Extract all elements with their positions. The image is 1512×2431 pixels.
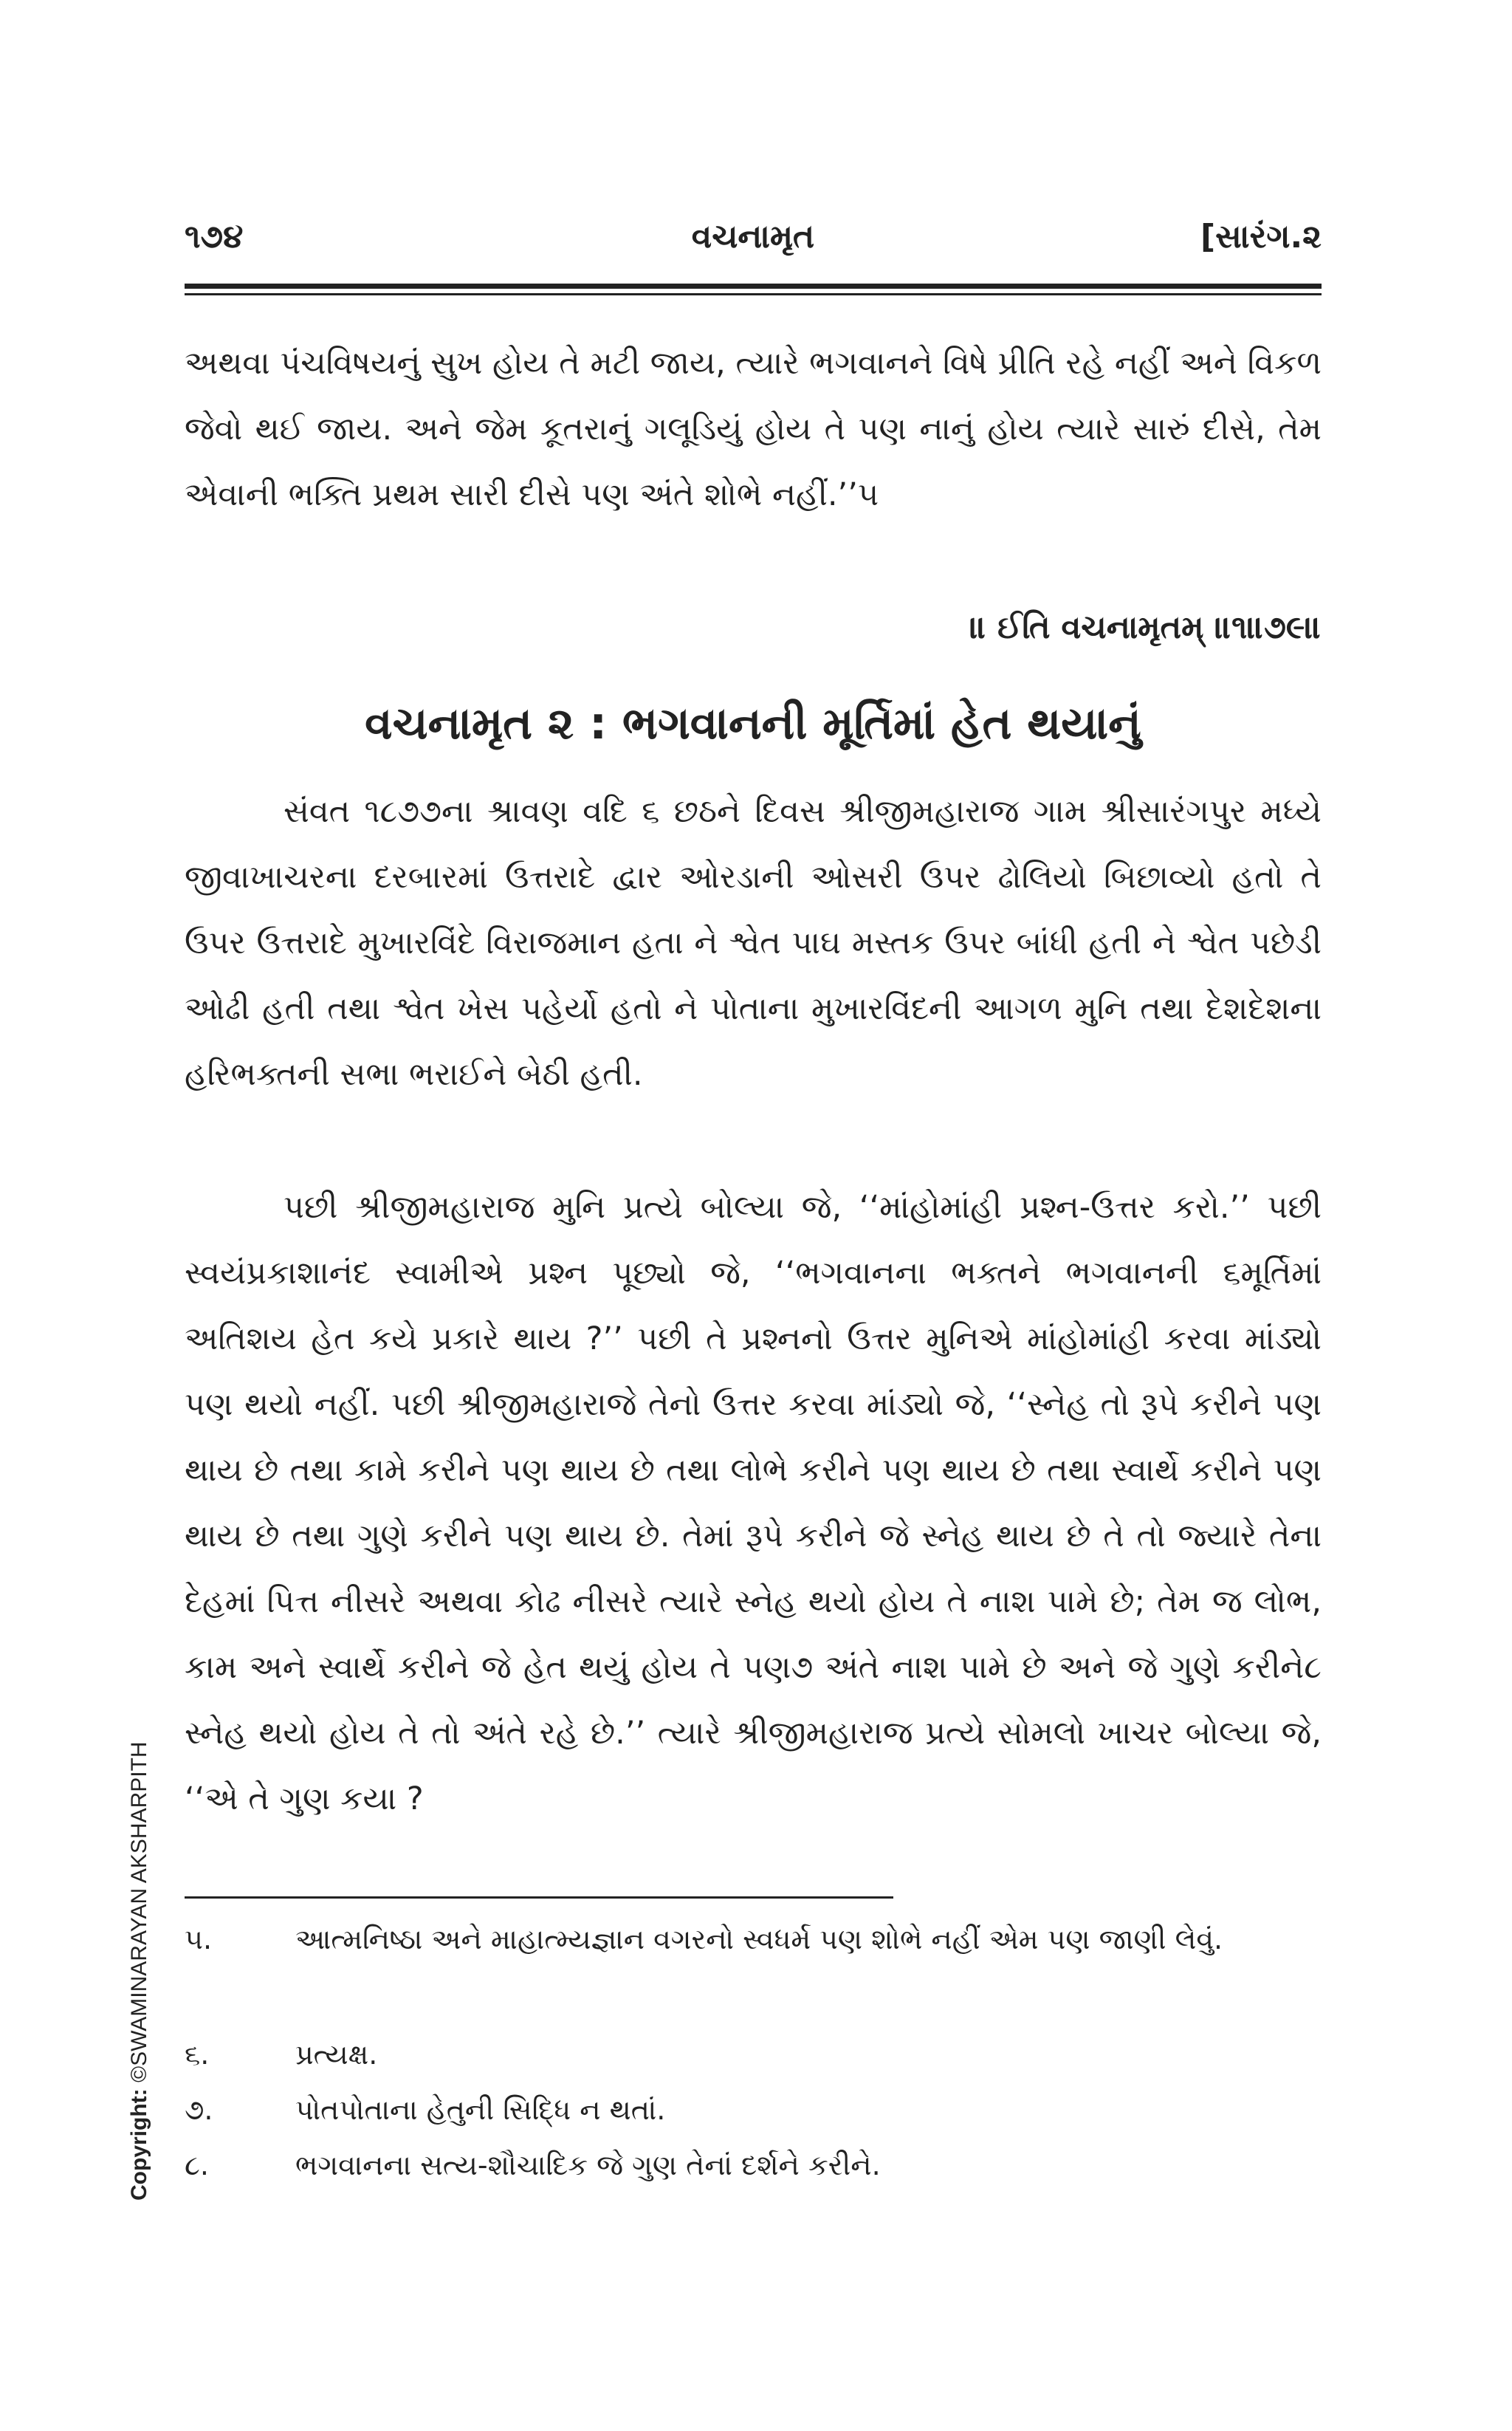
book-title: વચનામૃત [691, 218, 815, 256]
header-rule-thin [185, 293, 1322, 295]
copyright-notice [127, 1741, 152, 2201]
footnote [185, 2140, 1322, 2190]
footnote [185, 2029, 1322, 2079]
copyright-label: Copyright: [127, 2088, 151, 2201]
copyright-holder: ©SWAMINARAYAN AKSHARPITH [127, 1741, 151, 2083]
continuation-paragraph: અથવા પંચવિષયનું સુખ હોય તે મટી જાય, ત્યારે ભગવાનને વિષે પ્રીતિ રહે નહીં અને વિકળ જેવો થઈ જાય. અને જેમ કૂતરાનું ગલૂડિયું હોય તે પણ નાનું હોય ત્યારે સારું દીસે, તેમ એવાની ભક્તિ પ્રથમ સારી દીસે પણ અંતે શોભે નહીં.’’૫ [185, 345, 1322, 513]
footnote-text: ભગવાનના સત્ય-શૌચાદિક જે ગુણ તેનાં દર્શને કરીને. [295, 2149, 881, 2181]
section-label: [સારંગ.૨ [1200, 218, 1322, 256]
footnote-text: આત્મનિષ્ઠા અને માહાત્મ્યજ્ઞાન વગરનો સ્વધર્મ પણ શોભે નહીં એમ પણ જાણી લેવું. [295, 1923, 1223, 1955]
footnote-number: ૮. [185, 2149, 209, 2181]
dialogue-paragraph: પછી શ્રીજીમહારાજ મુનિ પ્રત્યે બોલ્યા જે, ‘‘માંહોમાંહી પ્રશ્ન-ઉત્તર કરો.’’ પછી સ્વયંપ્રકાશાનંદ સ્વામીએ પ્રશ્ન પૂછ્યો જે, ‘‘ભગવાનના ભક્તને ભગવાનની ૬મૂર્તિમાં અતિશય હેત કયે પ્રકારે થાય ?’’ પછી તે પ્રશ્નનો ઉત્તર મુનિએ માંહોમાંહી કરવા માંડ્યો પણ થયો નહીં. પછી શ્રીજીમહારાજે તેનો ઉત્તર કરવા માંડ્યો જે, ‘‘સ્નેહ તો રૂપે કરીને પણ થાય છે તથા કામે કરીને પણ થાય છે તથા લોભે કરીને પણ થાય છે તથા સ્વાર્થે કરીને પણ થાય છે તથા ગુણે કરીને પણ થાય છે. તેમાં રૂપે કરીને જે સ્નેહ થાય છે તે તો જ્યારે તેના દેહમાં પિત્ત નીસરે અથવા કોઢ નીસરે ત્યારે સ્નેહ થયો હોય તે નાશ પામે છે; તેમ જ લોભ, કામ અને સ્વાર્થે કરીને જે હેત થયું હોય તે પણ૭ અંતે નાશ પામે છે અને જે ગુણે કરીને૮ સ્નેહ થયો હોય તે તો અંતે રહે છે.’’ ત્યારે શ્રીજીમહારાજ પ્રત્યે સોમલો ખાચર બોલ્યા જે, ‘‘એ તે ગુણ કયા ? [185, 1189, 1322, 1817]
footnote [185, 2085, 1322, 2135]
footnote [185, 1914, 1322, 1964]
intro-paragraph: સંવત ૧૮૭૭ના શ્રાવણ વદિ ૬ છઠને દિવસ શ્રીજીમહારાજ ગામ શ્રીસારંગપુર મધ્યે જીવાખાચરના દરબારમાં ઉત્તરાદે દ્વાર ઓરડાની ઓસરી ઉપર ઢોલિયો બિછાવ્યો હતો તે ઉપર ઉત્તરાદે મુખારવિંદે વિરાજમાન હતા ને શ્વેત પાઘ મસ્તક ઉપર બાંધી હતી ને શ્વેત પછેડી ઓઢી હતી તથા શ્વેત ખેસ પહેર્યો હતો ને પોતાના મુખારવિંદની આગળ મુનિ તથા દેશદેશના હરિભક્તની સભા ભરાઈને બેઠી હતી. [185, 793, 1322, 1093]
closing-verse: ॥ ઈતિ વચનામૃતમ્ ॥૧॥૭૯॥ [969, 609, 1322, 646]
page-number: ૧૭૪ [185, 218, 244, 256]
running-header [185, 218, 1322, 270]
header-rule-thick [185, 284, 1322, 289]
footnote-number: ૭. [185, 2094, 213, 2126]
footnote-number: ૬. [185, 2038, 210, 2071]
footnote-text: પ્રત્યક્ષ. [295, 2038, 378, 2071]
chapter-heading: વચનામૃત ૨ : ભગવાનની મૂર્તિમાં હેત થયાનું [365, 698, 1141, 750]
footnote-number: ૫. [185, 1923, 213, 1955]
footnote-text: પોતપોતાના હેતુની સિદ્ધિ ન થતાં. [295, 2094, 666, 2126]
footnote-rule [185, 1896, 893, 1899]
